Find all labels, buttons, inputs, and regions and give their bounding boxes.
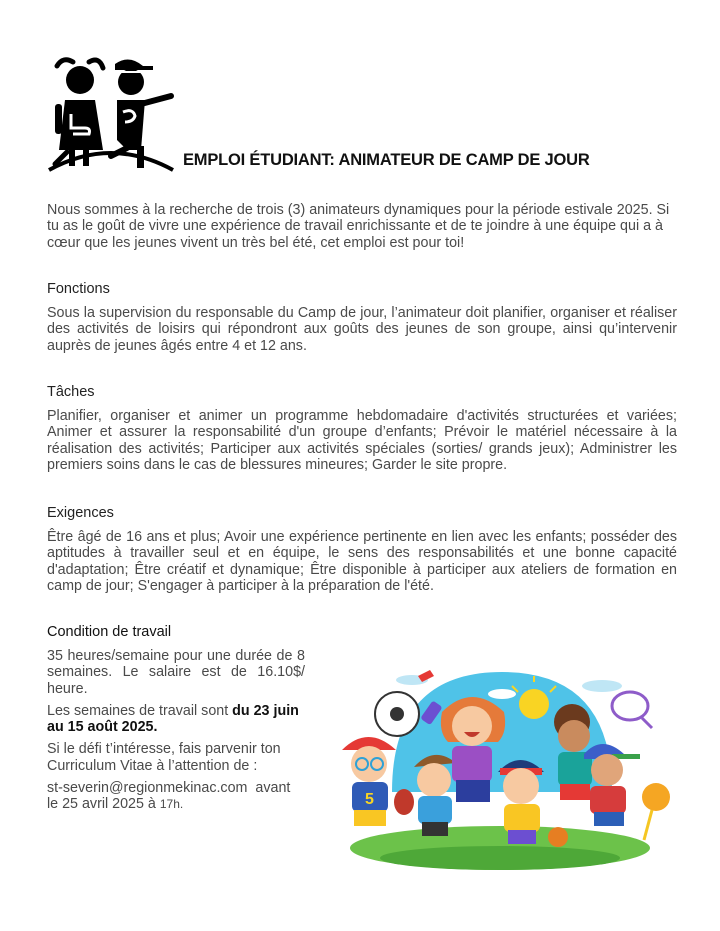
section-heading-taches: Tâches xyxy=(47,384,95,400)
kids-sports-illustration xyxy=(322,662,678,877)
kids-walking-icon xyxy=(47,52,175,172)
conditions-apply: Si le défi t’intéresse, fais parvenir ton Curriculum Vitae à l’attention de : xyxy=(47,741,281,774)
weeks-dates: du 23 juin au 15 août 2025. xyxy=(47,702,299,736)
conditions-contact xyxy=(47,780,305,813)
page-title: EMPLOI ÉTUDIANT: ANIMATEUR DE CAMP DE JOUR xyxy=(183,151,590,169)
deadline-time: 17h. xyxy=(159,797,184,812)
section-body-exigences: Être âgé de 16 ans et plus; Avoir une expérience pertinente en lien avec les enfants; posséder des aptitudes à travailler seul et en équipe, le sens des responsabilités et une bonne capacité d'adaptation; Être créatif et dynamique; Être disponible à participer aux ateliers de formation en camp de jour; S'engager à participer à la préparation de l'été. xyxy=(47,529,677,594)
conditions-column xyxy=(47,648,305,813)
section-body-taches: Planifier, organiser et animer un programme hebdomadaire d'activités structurées et variées; Animer et assurer la responsabilité d'un groupe d’enfants; Prévoir le matériel nécessaire à la réalisation des activités; Participer aux activités spéciales (sorties/ grands jeux); Administrer les premiers soins dans le cas de blessures mineures; Garder le site propre. xyxy=(47,408,677,473)
weeks-prefix: Les semaines de travail sont xyxy=(47,702,233,719)
intro-paragraph: Nous sommes à la recherche de trois (3) animateurs dynamiques pour la période estivale 2025. Si tu as le goût de vivre une expérience de travail enrichissante et de te joindre à une équipe qui a à cœur que les jeunes vivent un très bel été, cet emploi est pour toi! xyxy=(47,202,670,251)
section-heading-conditions: Condition de travail xyxy=(47,624,172,640)
svg-text:5: 5 xyxy=(365,791,374,808)
section-body-fonctions: Sous la supervision du responsable du Camp de jour, l’animateur doit planifier, organiser et réaliser des activités de loisirs qui répondront aux goûts des jeunes de son groupe, ainsi qu’intervenir auprès de jeunes âgés entre 4 et 12 ans. xyxy=(47,305,677,354)
section-heading-fonctions: Fonctions xyxy=(47,281,110,297)
section-heading-exigences: Exigences xyxy=(47,505,114,521)
conditions-weeks xyxy=(47,703,305,736)
contact-email[interactable]: st-severin@regionmekinac.com xyxy=(47,780,248,797)
conditions-hours: 35 heures/semaine pour une durée de 8 semaines. Le salaire est de 16.10$/ heure. xyxy=(47,648,305,697)
deadline-prefix: avant le 25 avril 2025 à xyxy=(47,780,295,813)
